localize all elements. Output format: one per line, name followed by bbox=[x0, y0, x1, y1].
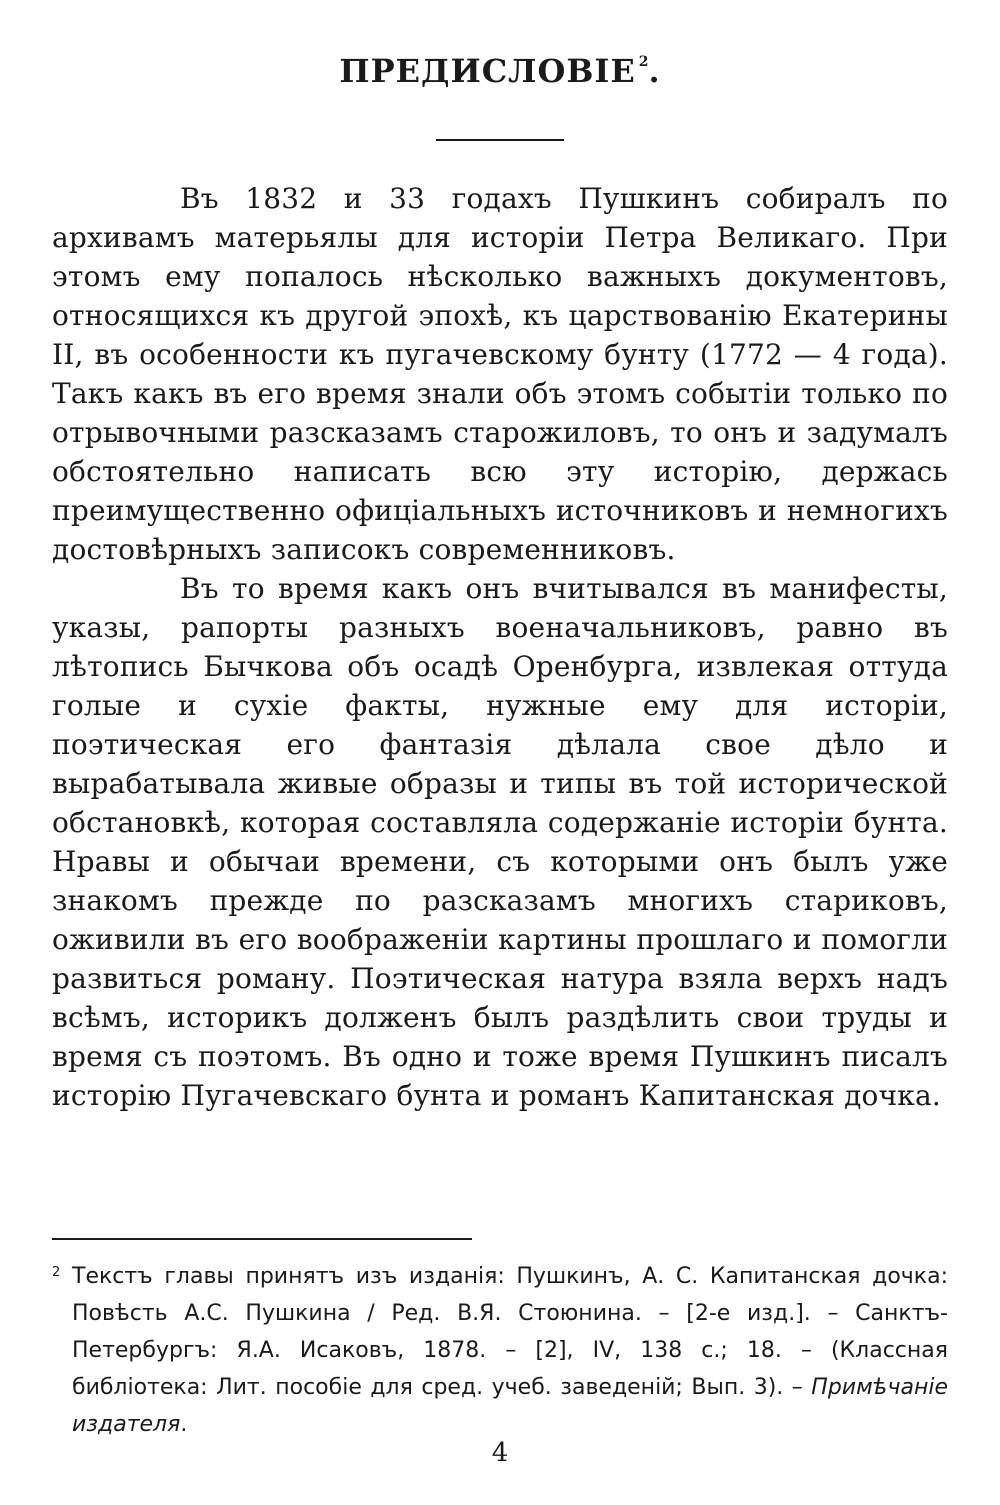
footnote-editor-note: Примѣчаніе издателя bbox=[72, 1375, 948, 1437]
book-page bbox=[52, 0, 948, 1505]
footnote-marker: 2 bbox=[52, 1265, 61, 1280]
body-text bbox=[52, 179, 948, 1115]
paragraph-1: Въ 1832 и 33 годахъ Пушкинъ собиралъ по архивамъ матерьялы для исторіи Петра Великаго. При этомъ ему попалось нѣсколько важныхъ документовъ, относящихся къ другой эпохѣ, къ царствованію Екатерины II, въ особенности къ пугачевскому бунту (1772 — 4 года). Такъ какъ въ его время знали объ этомъ событіи только по отрывочными разсказамъ старожиловъ, то онъ и задумалъ обстоятельно написать всю эту исторію, держась преимущественно офиціальныхъ источниковъ и немногихъ достовѣрныхъ записокъ современниковъ. bbox=[52, 182, 948, 566]
title-text: ПРЕДИСЛОВІЕ bbox=[339, 52, 636, 90]
paragraph-2: Въ то время какъ онъ вчитывался въ манифесты, указы, рапорты разныхъ военачальниковъ, равно въ лѣтопись Бычкова объ осадѣ Оренбурга, извлекая оттуда голые и сухіе факты, нужные ему для исторіи, поэтическая его фантазія дѣлала свое дѣло и вырабатывала живые образы и типы въ той исторической обстановкѣ, которая составляла содержаніе исторіи бунта. Нравы и обычаи времени, съ которыми онъ былъ уже знакомъ прежде по разсказамъ многихъ стариковъ, оживили въ его воображеніи картины прошлаго и помогли развиться роману. Поэтическая натура взяла верхъ надъ всѣмъ, историкъ долженъ былъ раздѣлить свои труды и время съ поэтомъ. Въ одно и тоже время Пушкинъ писалъ исторію Пугачевскаго бунта и романъ Капитанская дочка. bbox=[52, 572, 948, 1112]
title-divider bbox=[436, 139, 564, 141]
footnote-end: . bbox=[180, 1412, 188, 1437]
page-number: 4 bbox=[491, 1438, 509, 1468]
footnote-body bbox=[72, 1258, 948, 1443]
title-period: . bbox=[648, 52, 661, 90]
title-footnote-ref[interactable]: 2 bbox=[638, 54, 649, 70]
footnote bbox=[52, 1258, 948, 1443]
page-title bbox=[52, 52, 948, 90]
footnote-text: Текстъ главы принятъ изъ изданія: Пушкинъ, А. С. Капитанская дочка: Повѣсть А.С. Пушкина / Ред. В.Я. Стоюнина. – [2-е изд.]. – Санктъ-Петербургъ: Я.А. Исаковъ, 1878. – [2], IV, 138 с.; 18. – (Классная библіотека: Лит. пособіе для сред. учеб. заведеній; Вып. 3). – bbox=[72, 1264, 948, 1400]
footnote-divider bbox=[52, 1238, 472, 1240]
